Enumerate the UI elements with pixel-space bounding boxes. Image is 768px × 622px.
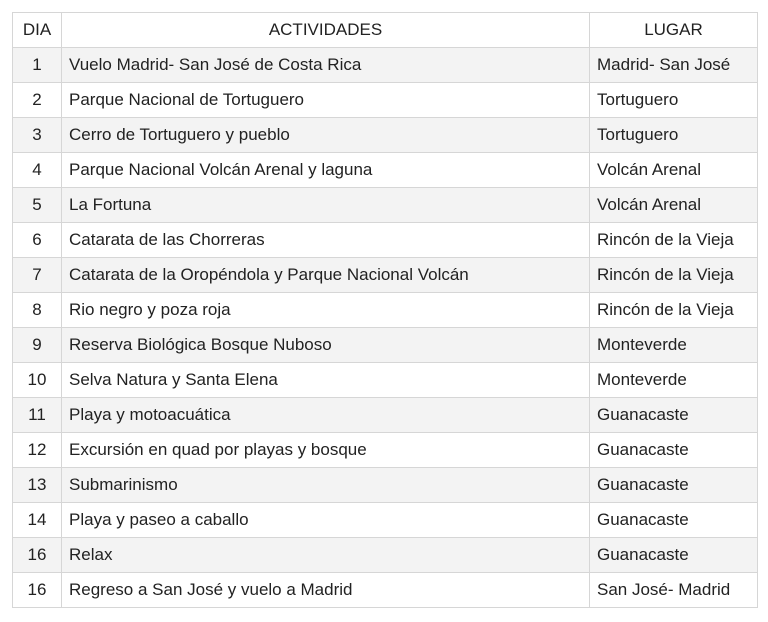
itinerary-table-container bbox=[12, 12, 758, 608]
cell-lugar: Guanacaste bbox=[590, 398, 758, 433]
cell-dia: 16 bbox=[13, 538, 62, 573]
table-row bbox=[13, 328, 758, 363]
cell-lugar: San José- Madrid bbox=[590, 573, 758, 608]
cell-lugar: Rincón de la Vieja bbox=[590, 258, 758, 293]
table-row bbox=[13, 573, 758, 608]
cell-actividad: Rio negro y poza roja bbox=[62, 293, 590, 328]
cell-lugar: Guanacaste bbox=[590, 468, 758, 503]
cell-actividad: Playa y motoacuática bbox=[62, 398, 590, 433]
header-dia: DIA bbox=[13, 13, 62, 48]
table-row bbox=[13, 48, 758, 83]
table-row bbox=[13, 188, 758, 223]
cell-actividad: Catarata de la Oropéndola y Parque Nacional Volcán bbox=[62, 258, 590, 293]
table-header bbox=[13, 13, 758, 48]
table-row bbox=[13, 83, 758, 118]
cell-lugar: Tortuguero bbox=[590, 118, 758, 153]
table-row bbox=[13, 223, 758, 258]
cell-lugar: Rincón de la Vieja bbox=[590, 293, 758, 328]
cell-lugar: Guanacaste bbox=[590, 503, 758, 538]
cell-dia: 9 bbox=[13, 328, 62, 363]
table-row bbox=[13, 293, 758, 328]
cell-actividad: Relax bbox=[62, 538, 590, 573]
cell-dia: 7 bbox=[13, 258, 62, 293]
cell-dia: 13 bbox=[13, 468, 62, 503]
cell-lugar: Monteverde bbox=[590, 328, 758, 363]
table-row bbox=[13, 538, 758, 573]
cell-actividad: Cerro de Tortuguero y pueblo bbox=[62, 118, 590, 153]
table-row bbox=[13, 398, 758, 433]
cell-actividad: Submarinismo bbox=[62, 468, 590, 503]
table-row bbox=[13, 468, 758, 503]
cell-lugar: Volcán Arenal bbox=[590, 188, 758, 223]
cell-actividad: Parque Nacional de Tortuguero bbox=[62, 83, 590, 118]
cell-lugar: Rincón de la Vieja bbox=[590, 223, 758, 258]
table-row bbox=[13, 258, 758, 293]
cell-dia: 4 bbox=[13, 153, 62, 188]
cell-actividad: La Fortuna bbox=[62, 188, 590, 223]
cell-actividad: Reserva Biológica Bosque Nuboso bbox=[62, 328, 590, 363]
header-actividades: ACTIVIDADES bbox=[62, 13, 590, 48]
cell-dia: 11 bbox=[13, 398, 62, 433]
cell-dia: 12 bbox=[13, 433, 62, 468]
cell-actividad: Catarata de las Chorreras bbox=[62, 223, 590, 258]
cell-actividad: Vuelo Madrid- San José de Costa Rica bbox=[62, 48, 590, 83]
header-lugar: LUGAR bbox=[590, 13, 758, 48]
cell-actividad: Excursión en quad por playas y bosque bbox=[62, 433, 590, 468]
cell-lugar: Monteverde bbox=[590, 363, 758, 398]
cell-dia: 8 bbox=[13, 293, 62, 328]
table-row bbox=[13, 153, 758, 188]
itinerary-table bbox=[12, 12, 758, 608]
cell-dia: 5 bbox=[13, 188, 62, 223]
cell-dia: 1 bbox=[13, 48, 62, 83]
table-row bbox=[13, 118, 758, 153]
cell-dia: 14 bbox=[13, 503, 62, 538]
cell-dia: 6 bbox=[13, 223, 62, 258]
cell-dia: 16 bbox=[13, 573, 62, 608]
cell-dia: 3 bbox=[13, 118, 62, 153]
cell-actividad: Regreso a San José y vuelo a Madrid bbox=[62, 573, 590, 608]
table-row bbox=[13, 433, 758, 468]
table-body bbox=[13, 48, 758, 608]
header-row bbox=[13, 13, 758, 48]
cell-lugar: Tortuguero bbox=[590, 83, 758, 118]
table-row bbox=[13, 503, 758, 538]
cell-lugar: Guanacaste bbox=[590, 538, 758, 573]
cell-lugar: Guanacaste bbox=[590, 433, 758, 468]
cell-lugar: Madrid- San José bbox=[590, 48, 758, 83]
cell-lugar: Volcán Arenal bbox=[590, 153, 758, 188]
cell-dia: 10 bbox=[13, 363, 62, 398]
cell-actividad: Playa y paseo a caballo bbox=[62, 503, 590, 538]
cell-actividad: Selva Natura y Santa Elena bbox=[62, 363, 590, 398]
cell-dia: 2 bbox=[13, 83, 62, 118]
cell-actividad: Parque Nacional Volcán Arenal y laguna bbox=[62, 153, 590, 188]
table-row bbox=[13, 363, 758, 398]
